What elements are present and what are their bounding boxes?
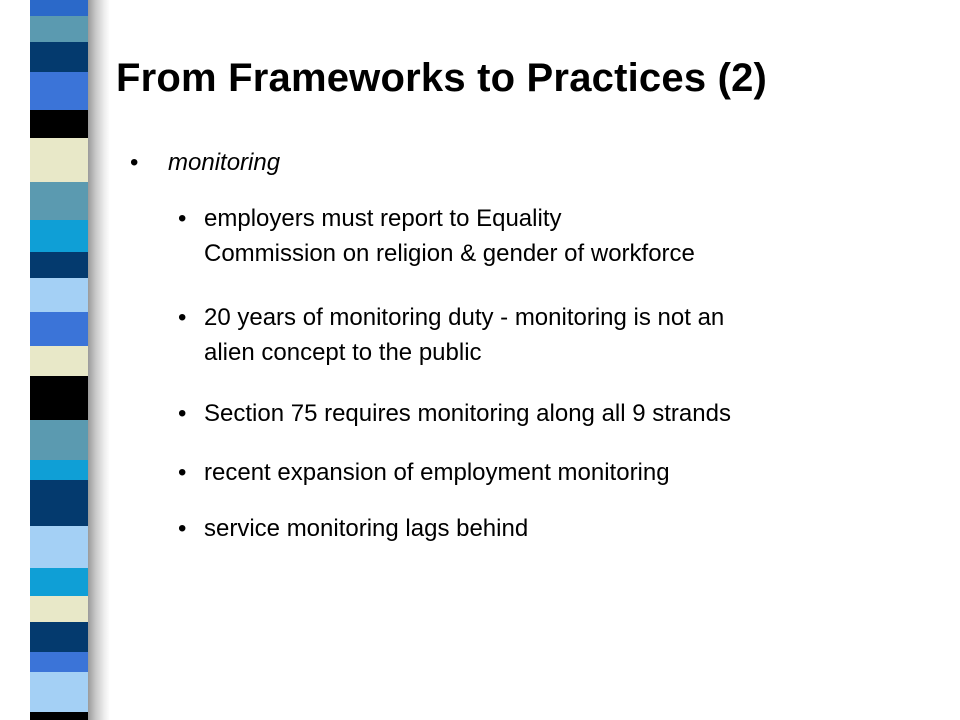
stripe-shadow [88, 0, 110, 720]
stripe-block [30, 252, 92, 278]
stripe-block [30, 672, 92, 712]
stripe-block [30, 110, 92, 138]
sub-bullet-text: Section 75 requires monitoring along all 9 strands [204, 400, 731, 427]
stripe-margin [0, 0, 30, 720]
stripe-block [30, 346, 92, 376]
sub-bullet-text: service monitoring lags behind [204, 515, 529, 542]
stripe-block [30, 312, 92, 346]
bullet-dot: • [178, 459, 187, 486]
stripe-block [30, 460, 92, 480]
sub-bullet-continuation: alien concept to the public [204, 339, 482, 366]
decorative-stripe [0, 0, 96, 720]
sub-bullet-continuation: Commission on religion & gender of workforce [204, 240, 695, 267]
slide-title: From Frameworks to Practices (2) [116, 56, 768, 100]
stripe-block [30, 138, 92, 182]
stripe-block [30, 72, 92, 110]
sub-bullet-4 [178, 455, 938, 490]
stripe-block [30, 652, 92, 672]
stripe-block [30, 220, 92, 252]
stripe-block [30, 376, 92, 420]
stripe-block [30, 16, 92, 42]
stripe-block [30, 480, 92, 526]
sub-bullet-1 [178, 201, 938, 271]
stripe-block [30, 182, 92, 220]
stripe-block [30, 596, 92, 622]
stripe-block [30, 420, 92, 460]
bullet-dot: • [178, 400, 187, 427]
sub-bullet-2 [178, 300, 938, 370]
bullet-level1 [130, 149, 280, 177]
stripe-block [30, 42, 92, 72]
bullet-dot: • [178, 515, 187, 542]
sub-bullet-5 [178, 511, 938, 546]
stripe-block [30, 568, 92, 596]
sub-bullet-text: 20 years of monitoring duty - monitoring is not an [204, 304, 725, 331]
bullet-dot: • [130, 149, 139, 176]
stripe-block [30, 712, 92, 720]
stripe-block [30, 526, 92, 568]
stripe-block [30, 278, 92, 312]
bullet-level1-text: monitoring [168, 149, 281, 176]
stripe-block [30, 0, 92, 16]
sub-bullet-text: recent expansion of employment monitoring [204, 459, 670, 486]
bullet-dot: • [178, 205, 187, 232]
stripe-block [30, 622, 92, 652]
sub-bullet-text: employers must report to Equality [204, 205, 562, 232]
sub-bullet-3 [178, 396, 938, 431]
bullet-dot: • [178, 304, 187, 331]
